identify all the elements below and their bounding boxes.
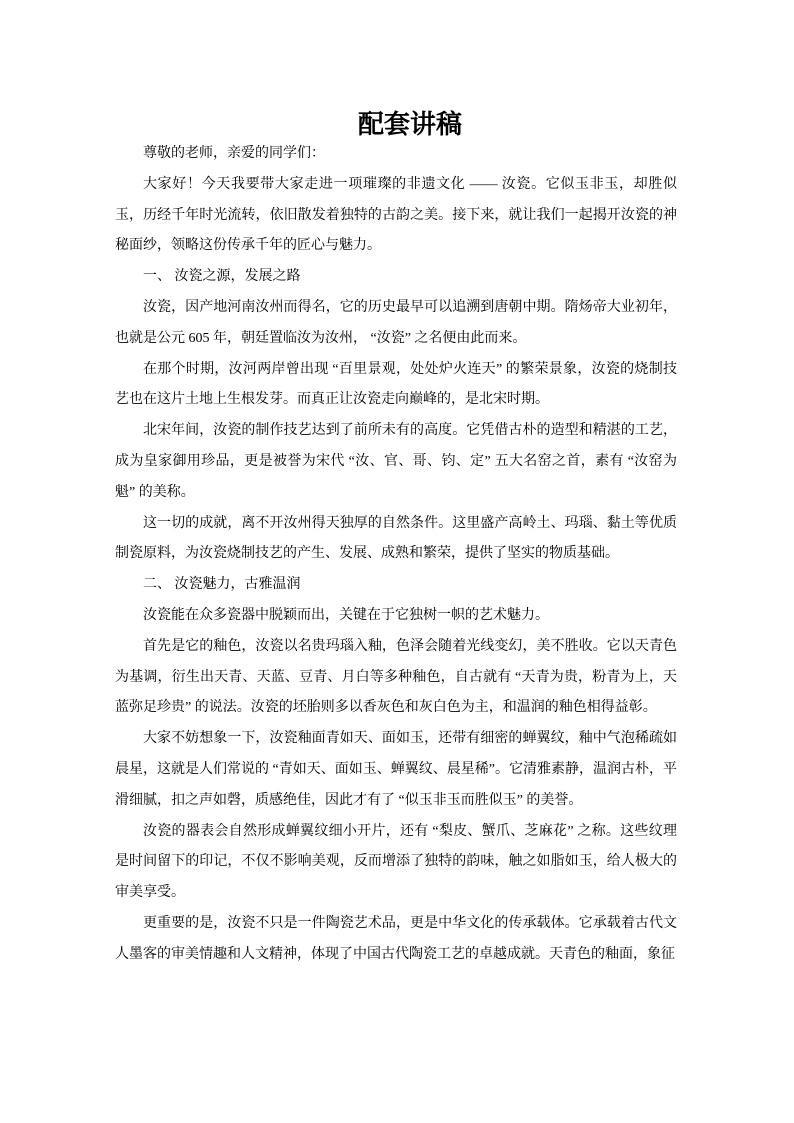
paragraph: 汝瓷能在众多瓷器中脱颖而出，关键在于它独树一帜的艺术魅力。 xyxy=(143,607,549,623)
paragraph: 在那个时期，汝河两岸曾出现 “百里景观，处处炉火连天” 的繁荣景象，汝瓷的烧制技艺也在这片土地上生根发芽。而真正让汝瓷走向巅峰的，是北宋时期。 xyxy=(115,361,677,408)
paragraph: 首先是它的釉色，汝瓷以名贵玛瑙入釉，色泽会随着光线变幻，美不胜收。它以天青色为基调，衍生出天青、天蓝、豆青、月白等多种釉色，自古就有 “天青为贵，粉青为上，天蓝弥足珍贵” 的说法。汝瓷的坯胎则多以香灰色和灰白色为主，和温润的釉色相得益彰。 xyxy=(115,638,677,716)
paragraph: 汝瓷的器表会自然形成蝉翼纹细小开片，还有 “梨皮、蟹爪、芝麻花” 之称。这些纹理是时间留下的印记，不仅不影响美观，反而增添了独特的韵味，触之如脂如玉，给人极大的审美享受。 xyxy=(115,823,677,901)
section-heading: 二、 汝瓷魅力，古雅温润 xyxy=(143,577,301,593)
document-body xyxy=(115,139,677,971)
paragraph: 北宋年间，汝瓷的制作技艺达到了前所未有的高度。它凭借古朴的造型和精湛的工艺，成为皇家御用珍品，更是被誉为宋代 “汝、官、哥、钧、定” 五大名窑之首，素有 “汝窑为魁” 的美称。 xyxy=(115,423,677,500)
paragraph: 尊敬的老师，亲爱的同学们： xyxy=(143,146,325,161)
paragraph: 大家好！今天我要带大家走进一项璀璨的非遗文化 —— 汝瓷。它似玉非玉，却胜似玉，历经千年时光流转，依旧散发着独特的古韵之美。接下来，就让我们一起揭开汝瓷的神秘面纱，领略这份传承千年的匠心与魅力。 xyxy=(115,176,677,254)
document-title: 配套讲稿 xyxy=(357,110,462,140)
section-heading: 一、 汝瓷之源，发展之路 xyxy=(143,269,301,285)
paragraph: 这一切的成就，离不开汝州得天独厚的自然条件。这里盛产高岭土、玛瑙、黏土等优质制瓷原料，为汝瓷烧制技艺的产生、发展、成熟和繁荣，提供了坚实的物质基础。 xyxy=(115,515,677,562)
paragraph: 大家不妨想象一下，汝瓷釉面青如天、面如玉，还带有细密的蝉翼纹，釉中气泡稀疏如晨星，这就是人们常说的 “青如天、面如玉、蝉翼纹、晨星稀”。它清雅素静，温润古朴，平滑细腻，扣之声如磬，质感绝佳，因此才有了 “似玉非玉而胜似玉” 的美誉。 xyxy=(115,731,677,808)
paragraph: 汝瓷，因产地河南汝州而得名，它的历史最早可以追溯到唐朝中期。隋炀帝大业初年，也就是公元 605 年，朝廷置临汝为汝州， “汝瓷” 之名便由此而来。 xyxy=(115,299,677,346)
paragraph: 更重要的是，汝瓷不只是一件陶瓷艺术品，更是中华文化的传承载体。它承载着古代文人墨客的审美情趣和人文精神，体现了中国古代陶瓷工艺的卓越成就。天青色的釉面，象征 xyxy=(115,915,677,962)
